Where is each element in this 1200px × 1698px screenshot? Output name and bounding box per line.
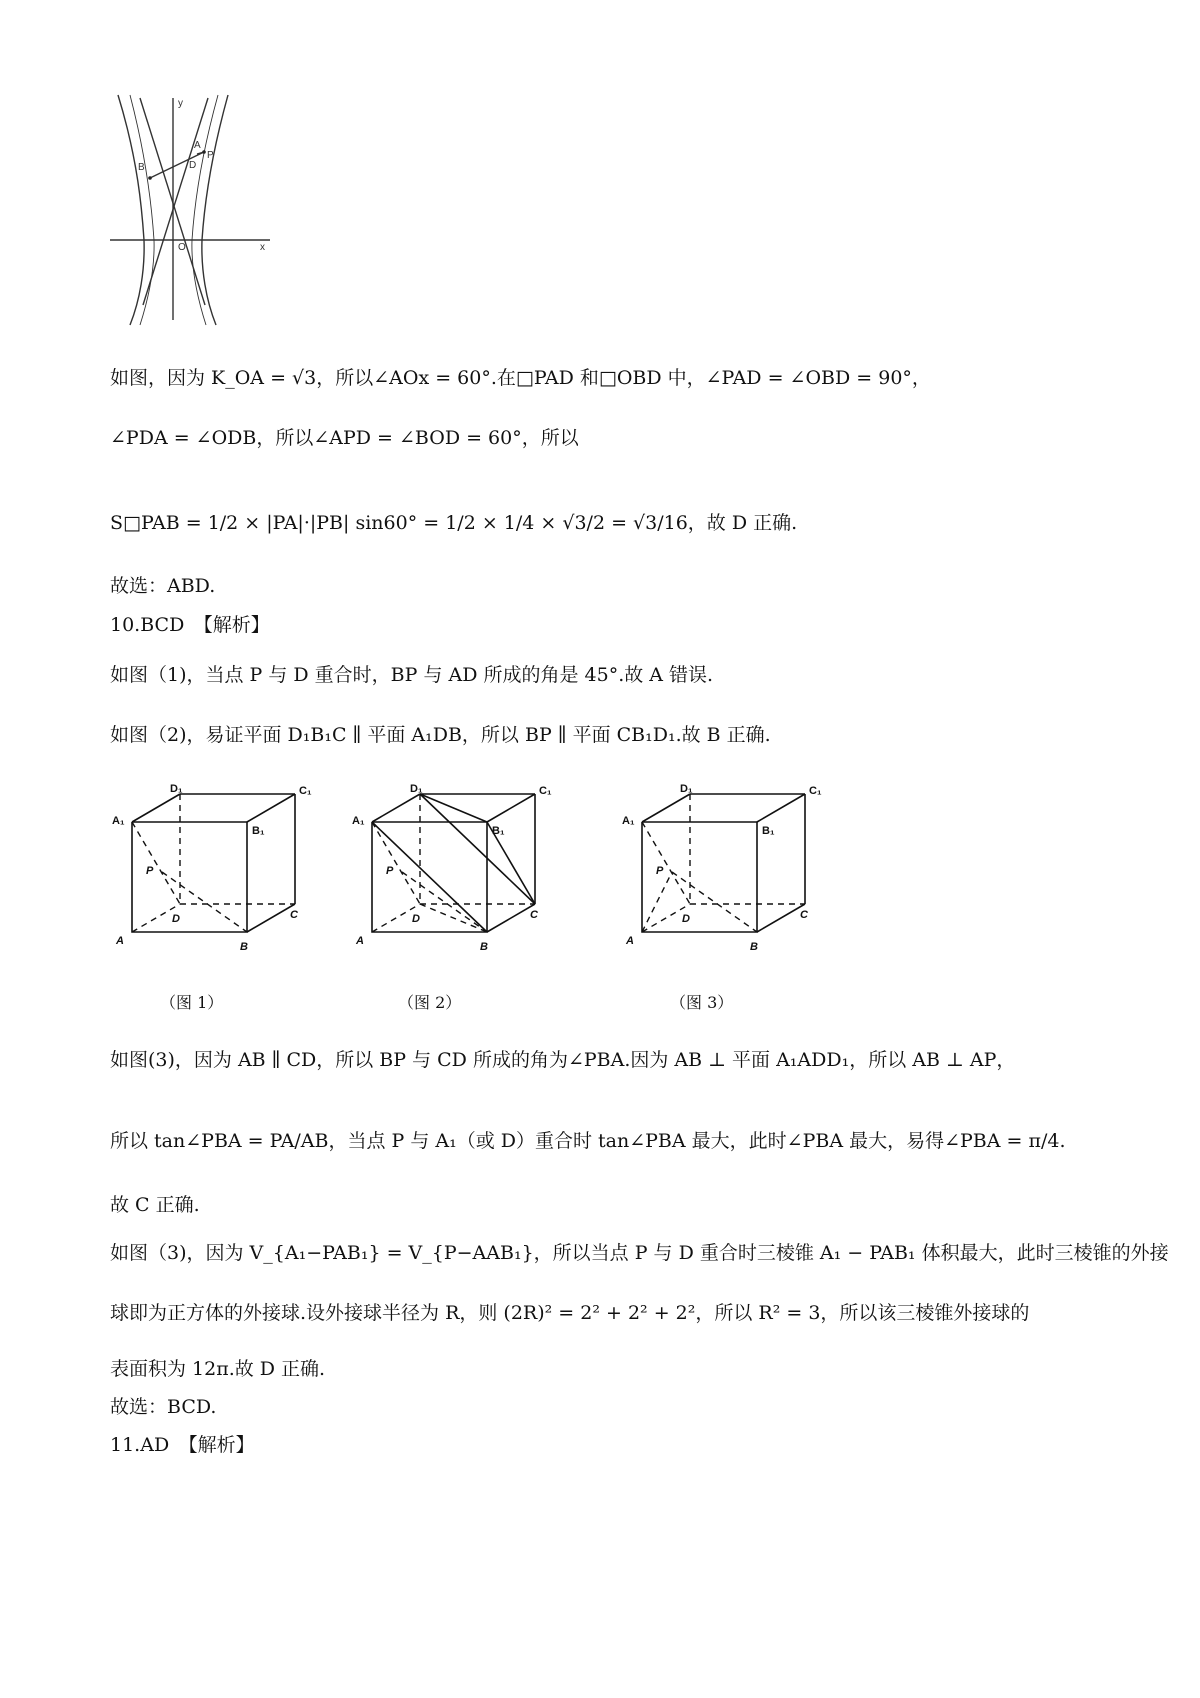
- q10-line1: 如图（1)，当点 P 与 D 重合时，BP 与 AD 所成的角是 45°.故 A 错误.: [110, 664, 714, 686]
- svg-text:D: D: [172, 913, 180, 925]
- svg-text:A: A: [356, 935, 364, 947]
- svg-text:C₁: C₁: [539, 785, 552, 797]
- label-y: y: [178, 98, 183, 109]
- q10-heading: 10.BCD 【解析】: [110, 614, 270, 636]
- svg-text:A: A: [116, 935, 124, 947]
- q11-heading: 11.AD 【解析】: [110, 1434, 255, 1456]
- svg-text:C₁: C₁: [809, 785, 822, 797]
- svg-text:B: B: [750, 941, 758, 953]
- caption-figure-2: （图 2）: [398, 993, 462, 1012]
- svg-text:D₁: D₁: [410, 783, 423, 795]
- svg-text:D₁: D₁: [680, 783, 693, 795]
- asymptote-2: [143, 98, 208, 305]
- svg-text:C: C: [530, 909, 538, 921]
- svg-text:D₁: D₁: [170, 783, 183, 795]
- q10-line6: 如图（3)，因为 V_{A₁−PAB₁} = V_{P−AAB₁}，所以当点 P 与 D 重合时三棱锥 A₁ − PAB₁ 体积最大，此时三棱锥的外接: [110, 1242, 1169, 1264]
- label-o: O: [178, 242, 186, 253]
- svg-text:D: D: [682, 913, 690, 925]
- cube-figure-3: [622, 782, 822, 962]
- q10-answer: 故选：BCD.: [110, 1396, 217, 1418]
- q10-line2: 如图（2)，易证平面 D₁B₁C ∥ 平面 A₁DB，所以 BP ∥ 平面 CB₁D₁.故 B 正确.: [110, 724, 771, 746]
- svg-text:B₁: B₁: [492, 825, 505, 837]
- hyperbola-figure: [100, 90, 280, 330]
- q10-line5: 故 C 正确.: [110, 1194, 200, 1216]
- svg-text:B: B: [480, 941, 488, 953]
- label-x: x: [260, 242, 265, 253]
- para9-answer: 故选：ABD.: [110, 575, 216, 597]
- svg-text:B₁: B₁: [252, 825, 265, 837]
- svg-text:A₁: A₁: [622, 815, 635, 827]
- q10-line4: 所以 tan∠PBA = PA/AB，当点 P 与 A₁（或 D）重合时 tan∠PBA 最大，此时∠PBA 最大，易得∠PBA = π/4.: [110, 1130, 1066, 1152]
- q10-line8: 表面积为 12π.故 D 正确.: [110, 1358, 326, 1380]
- svg-text:A₁: A₁: [112, 815, 125, 827]
- caption-figure-1: （图 1）: [160, 993, 224, 1012]
- cube-figure-2: [352, 782, 552, 962]
- q10-line7: 球即为正方体的外接球.设外接球半径为 R，则 (2R)² = 2² + 2² + 2²，所以 R² = 3，所以该三棱锥外接球的: [110, 1302, 1030, 1324]
- svg-text:B: B: [240, 941, 248, 953]
- svg-text:A₁: A₁: [352, 815, 365, 827]
- q10-line3: 如图(3)，因为 AB ∥ CD，所以 BP 与 CD 所成的角为∠PBA.因为 AB ⊥ 平面 A₁ADD₁，所以 AB ⊥ AP，: [110, 1049, 1016, 1071]
- label-a: A: [194, 140, 201, 151]
- svg-text:P: P: [386, 865, 394, 877]
- svg-text:P: P: [146, 865, 154, 877]
- hyperbola-left-branch: [118, 95, 144, 325]
- caption-figure-3: （图 3）: [670, 993, 734, 1012]
- cube-figure-1: [112, 782, 312, 962]
- label-d: D: [189, 160, 197, 171]
- hyperbola-right-branch: [202, 95, 228, 325]
- para9-line3: S□PAB = 1/2 × |PA|·|PB| sin60° = 1/2 × 1/4 × √3/2 = √3/16，故 D 正确.: [110, 512, 798, 534]
- svg-text:C: C: [800, 909, 808, 921]
- label-b: B: [138, 162, 145, 173]
- svg-text:P: P: [656, 865, 664, 877]
- para9-line1: 如图，因为 K_OA = √3，所以∠AOx = 60°.在□PAD 和□OBD 中，∠PAD = ∠OBD = 90°，: [110, 367, 931, 389]
- svg-text:C₁: C₁: [299, 785, 312, 797]
- svg-text:C: C: [290, 909, 298, 921]
- label-p: P: [207, 150, 214, 161]
- svg-text:B₁: B₁: [762, 825, 775, 837]
- para9-line2: ∠PDA = ∠ODB，所以∠APD = ∠BOD = 60°，所以: [110, 427, 579, 449]
- svg-text:D: D: [412, 913, 420, 925]
- svg-text:A: A: [626, 935, 634, 947]
